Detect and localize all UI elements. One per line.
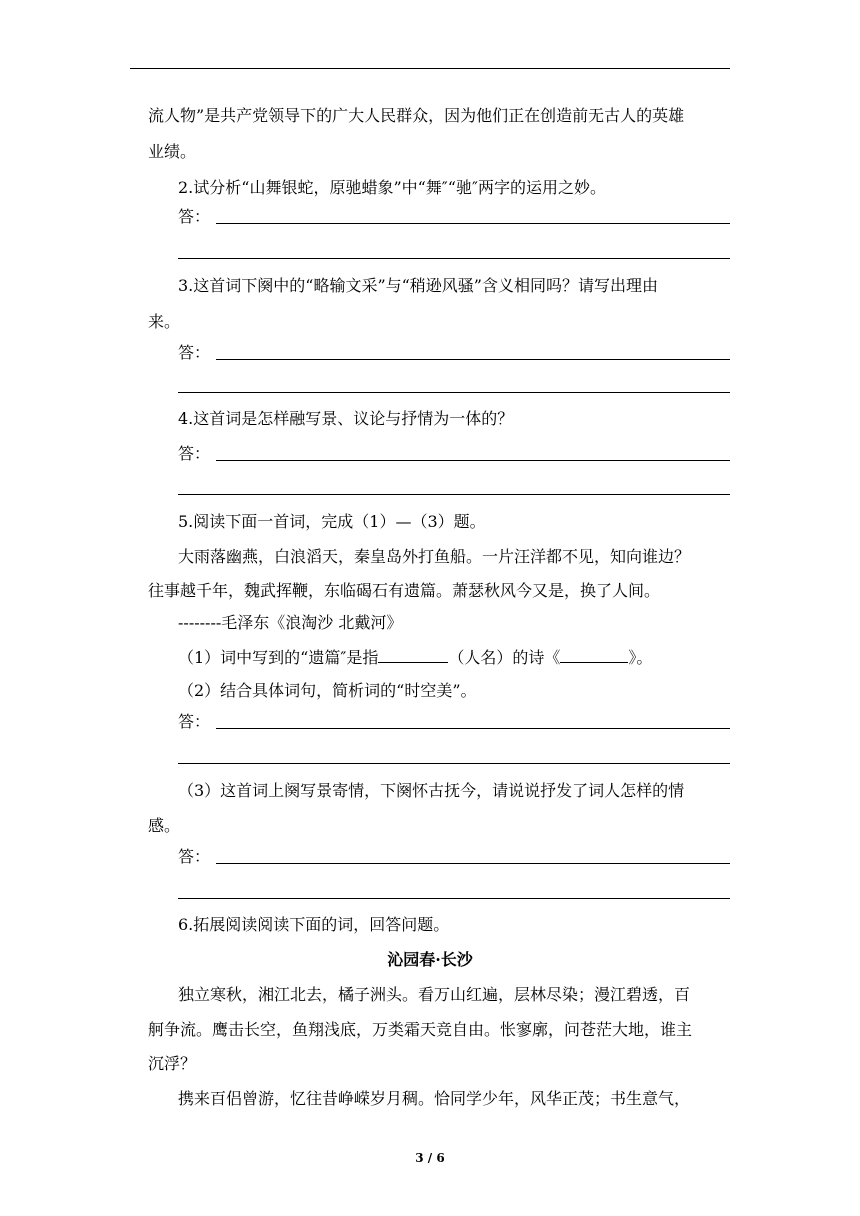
question-5-sub-2-answer-line: [178, 711, 730, 733]
answer-rule: [216, 728, 730, 729]
question-3-line-2: 来。: [148, 312, 181, 331]
sub-1-text-b: （人名）的诗《: [448, 648, 561, 667]
question-5-sub-3-line-1: （3）这首词上阕写景寄情，下阕怀古抚今，请说说抒发了词人怎样的情: [178, 781, 685, 800]
question-4-answer-line: [178, 443, 730, 465]
question-3-answer-line: [178, 342, 730, 364]
answer-rule: [216, 863, 730, 864]
answer-label: 答：: [178, 444, 211, 463]
question-2: 2.试分析“山舞银蛇，原驰蜡象”中“舞″“驰″两字的运用之妙。: [178, 178, 606, 197]
sub-1-text-a: （1）词中写到的“遗篇″是指: [178, 648, 379, 667]
question-4-blank-line: [178, 494, 730, 495]
header-rule: [130, 68, 730, 69]
poem-2-paragraph-1-line-1: 独立寒秋，湘江北去，橘子洲头。看万山红遍，层林尽染；漫江碧透，百: [178, 985, 691, 1004]
paragraph-continuation-line-1: 流人物”是共产党领导下的广大人民群众，因为他们正在创造前无古人的英雄: [148, 106, 685, 125]
question-3-line-1: 3.这首词下阕中的“略输文采”与“稍逊风骚”含义相同吗？请写出理由: [178, 276, 658, 295]
answer-label: 答：: [178, 207, 211, 226]
question-2-answer-line: [178, 206, 730, 228]
question-5-sub-2: （2）结合具体词句，简析词的“时空美”。: [178, 681, 477, 700]
answer-rule: [216, 223, 730, 224]
answer-rule: [216, 460, 730, 461]
answer-label: 答：: [178, 343, 211, 362]
poem-2-paragraph-2-line-1: 携来百侣曾游，忆往昔峥嵘岁月稠。恰同学少年，风华正茂；书生意气，: [178, 1089, 691, 1108]
question-6-intro: 6.拓展阅读阅读下面的词，回答问题。: [178, 915, 450, 934]
answer-rule: [216, 359, 730, 360]
poem-line-1: 大雨落幽燕，白浪滔天，秦皇岛外打鱼船。一片汪洋都不见，知向谁边？: [178, 547, 691, 566]
poem-2-paragraph-1-line-2: 舸争流。鹰击长空，鱼翔浅底，万类霜天竞自由。怅寥廓，问苍茫大地，谁主: [148, 1020, 693, 1039]
page-number: 3 / 6: [415, 1151, 445, 1165]
question-5-intro: 5.阅读下面一首词，完成（1）—（3）题。: [178, 512, 486, 531]
paragraph-continuation-line-2: 业绩。: [148, 142, 197, 161]
answer-label: 答：: [178, 712, 211, 731]
question-5-sub-1: [178, 646, 730, 669]
question-5-sub-3-line-2: 感。: [148, 816, 181, 835]
poem-title-blank: [560, 646, 628, 663]
sub-1-text-c: 》。: [628, 648, 653, 667]
person-name-blank: [378, 646, 448, 663]
question-3-blank-line: [178, 392, 730, 393]
question-5-sub-3-answer-line: [178, 846, 730, 868]
question-5-sub-3-blank-line: [178, 898, 730, 899]
question-5-sub-2-blank-line: [178, 763, 730, 764]
answer-label: 答：: [178, 847, 211, 866]
poem-attribution: --------毛泽东《浪淘沙 北戴河》: [178, 613, 403, 632]
poem-2-paragraph-1-line-3: 沉浮？: [148, 1054, 197, 1073]
question-2-blank-line: [178, 258, 730, 259]
question-4: 4.这首词是怎样融写景、议论与抒情为一体的？: [178, 409, 514, 428]
poem-title: 沁园春·长沙: [387, 950, 473, 969]
poem-line-2: 往事越千年，魏武挥鞭，东临碣石有遗篇。萧瑟秋风今又是，换了人间。: [148, 581, 661, 600]
